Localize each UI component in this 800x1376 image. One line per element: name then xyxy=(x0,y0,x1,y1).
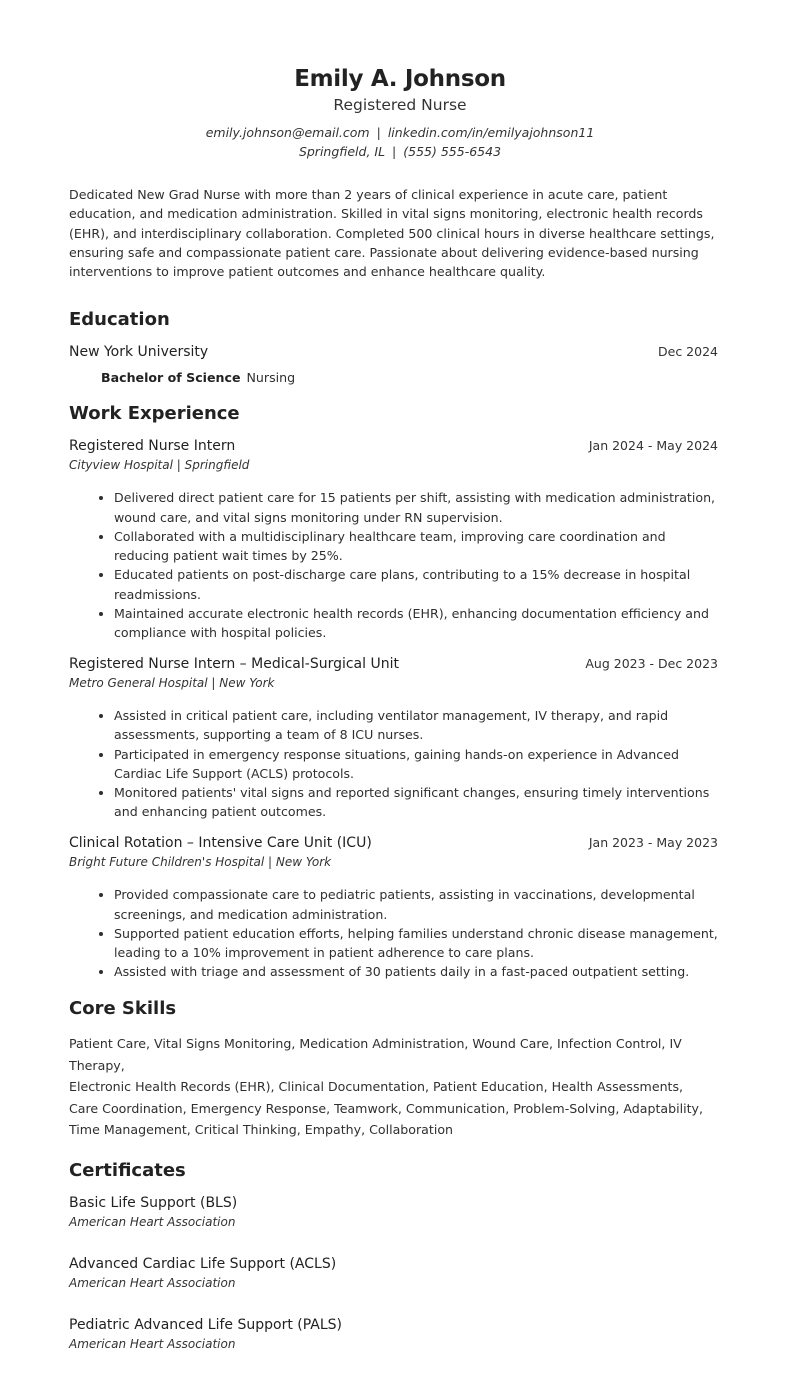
certificate-issuer: American Heart Association xyxy=(69,1214,236,1229)
job-bullets xyxy=(69,885,718,981)
certificate-issuer: American Heart Association xyxy=(69,1275,236,1290)
job-date: Jan 2023 - May 2023 xyxy=(588,835,718,851)
skills-line: Patient Care, Vital Signs Monitoring, Medication Administration, Wound Care, Infection Control, IV Therapy, xyxy=(69,1036,682,1073)
job-title: Registered Nurse Intern – Medical-Surgical Unit xyxy=(69,656,399,673)
list-item: • Delivered direct patient care for 15 patients per shift, assisting with medication administration, wound care, and vital signs monitoring under RN supervision. xyxy=(114,488,718,526)
certificate-name: Basic Life Support (BLS) xyxy=(69,1194,238,1211)
job-title: Clinical Rotation – Intensive Care Unit (ICU) xyxy=(69,835,372,852)
job-organization: Metro General Hospital | New York xyxy=(69,676,275,691)
work-entry-header xyxy=(69,436,718,456)
section-heading-skills: Core Skills xyxy=(69,998,177,1020)
summary-paragraph: Dedicated New Grad Nurse with more than 2 years of clinical experience in acute care, patient education, and medication administration. Skilled in vital signs monitoring, electronic health records (EHR), and interdisciplinary collaboration. Completed 500 clinical hours in diverse healthcare settings, ensuring safe and compassionate patient care. Passionate about delivering evidence-based nursing interventions to improve patient outcomes and enhance healthcare quality. xyxy=(69,187,715,280)
resume-header xyxy=(0,0,800,161)
school-name: New York University xyxy=(69,344,209,361)
section-heading-certificates: Certificates xyxy=(69,1159,186,1181)
list-item: • Supported patient education efforts, helping families understand chronic disease management, leading to a 10% improvement in patient adherence to care plans. xyxy=(114,924,718,962)
work-section xyxy=(69,402,718,981)
section-heading-work: Work Experience xyxy=(69,403,240,425)
candidate-title: Registered Nurse xyxy=(333,96,467,114)
certificate-entry xyxy=(69,1254,718,1292)
skills-section xyxy=(69,997,718,1141)
job-date: Jan 2024 - May 2024 xyxy=(588,438,718,454)
education-entry xyxy=(69,342,718,387)
location-text: Springfield, IL xyxy=(298,144,386,159)
job-title: Registered Nurse Intern xyxy=(69,438,236,455)
certificate-name: Advanced Cardiac Life Support (ACLS) xyxy=(69,1255,337,1272)
list-item: • Educated patients on post-discharge care plans, contributing to a 15% decrease in hospital readmissions. xyxy=(114,565,718,603)
work-entry-header xyxy=(69,833,718,853)
degree-field: Nursing xyxy=(246,370,296,386)
job-date: Aug 2023 - Dec 2023 xyxy=(585,656,718,672)
work-entry-header xyxy=(69,654,718,674)
job-bullets xyxy=(69,488,718,642)
work-entry xyxy=(69,833,718,981)
section-heading-education: Education xyxy=(69,309,170,331)
list-item: • Collaborated with a multidisciplinary healthcare team, improving care coordination and reducing patient wait times by 25%. xyxy=(114,527,718,565)
education-entry-header xyxy=(69,342,718,362)
skills-line: Time Management, Critical Thinking, Empathy, Collaboration xyxy=(69,1122,454,1138)
work-entry xyxy=(69,654,718,821)
skills-line: Care Coordination, Emergency Response, Teamwork, Communication, Problem-Solving, Adaptability, xyxy=(69,1100,704,1116)
linkedin-link[interactable]: linkedin.com/in/emilyajohnson11 xyxy=(387,125,595,140)
education-date: Dec 2024 xyxy=(658,344,718,360)
skills-list xyxy=(69,1033,718,1141)
list-item: • Assisted with triage and assessment of 30 patients daily in a fast-paced outpatient setting. xyxy=(114,962,718,981)
certificate-entry xyxy=(69,1315,718,1353)
job-bullets xyxy=(69,706,718,821)
contact-line-2 xyxy=(0,142,800,161)
list-item: • Monitored patients' vital signs and reported significant changes, ensuring timely interventions and enhancing patient outcomes. xyxy=(114,783,718,821)
separator: | xyxy=(392,144,397,159)
list-item: • Participated in emergency response situations, gaining hands-on experience in Advanced Cardiac Life Support (ACLS) protocols. xyxy=(114,745,718,783)
certificate-entry xyxy=(69,1193,718,1231)
certificate-name: Pediatric Advanced Life Support (PALS) xyxy=(69,1316,343,1333)
certificate-issuer: American Heart Association xyxy=(69,1336,236,1351)
education-section xyxy=(69,308,718,387)
list-item: • Assisted in critical patient care, including ventilator management, IV therapy, and rapid assessments, supporting a team of 8 ICU nurses. xyxy=(114,706,718,744)
certificates-section xyxy=(69,1159,718,1353)
list-item: • Provided compassionate care to pediatric patients, assisting in vaccinations, developmental screenings, and medication administration. xyxy=(114,885,718,923)
phone-text: (555) 555-6543 xyxy=(403,144,502,159)
job-organization: Cityview Hospital | Springfield xyxy=(69,458,250,473)
job-organization: Bright Future Children's Hospital | New York xyxy=(69,855,332,870)
contact-line-1 xyxy=(0,123,800,142)
email-link[interactable]: emily.johnson@email.com xyxy=(205,125,370,140)
degree-type: Bachelor of Science xyxy=(101,370,241,386)
list-item: • Maintained accurate electronic health records (EHR), enhancing documentation efficiency and compliance with hospital policies. xyxy=(114,604,718,642)
candidate-name: Emily A. Johnson xyxy=(294,66,506,92)
degree-line xyxy=(101,369,718,387)
separator: | xyxy=(376,125,381,140)
skills-line: Electronic Health Records (EHR), Clinical Documentation, Patient Education, Health Assessments, xyxy=(69,1079,684,1095)
work-entry xyxy=(69,436,718,642)
